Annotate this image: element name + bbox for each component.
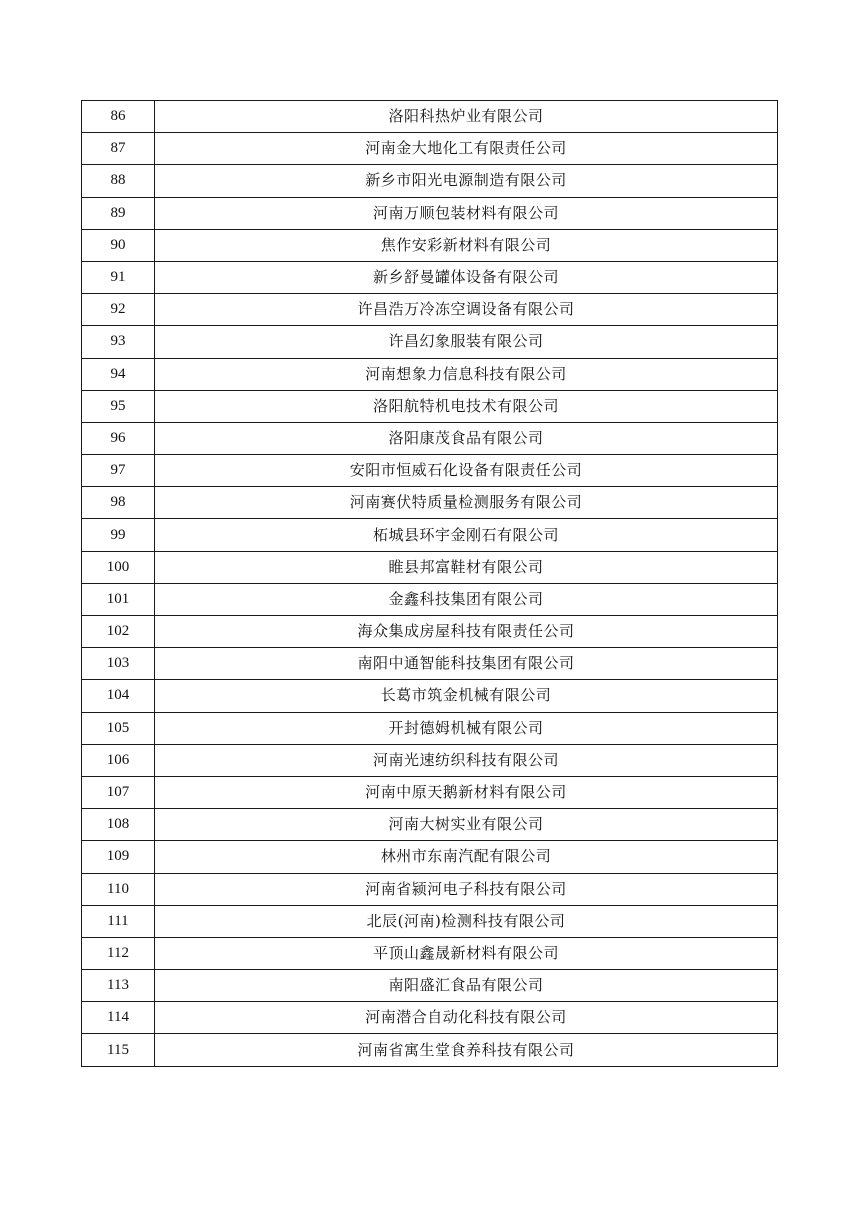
company-name: 河南想象力信息科技有限公司 (155, 358, 778, 390)
row-number: 108 (82, 809, 155, 841)
table-row (82, 905, 778, 937)
table-row (82, 809, 778, 841)
table-row (82, 487, 778, 519)
company-name: 河南潜合自动化科技有限公司 (155, 1002, 778, 1034)
table-row (82, 165, 778, 197)
table-row (82, 937, 778, 969)
table-row (82, 422, 778, 454)
table-row (82, 776, 778, 808)
company-name: 焦作安彩新材料有限公司 (155, 229, 778, 261)
company-name: 睢县邦富鞋材有限公司 (155, 551, 778, 583)
row-number: 101 (82, 583, 155, 615)
table-row (82, 841, 778, 873)
table-row (82, 455, 778, 487)
row-number: 105 (82, 712, 155, 744)
row-number: 95 (82, 390, 155, 422)
company-name: 新乡市阳光电源制造有限公司 (155, 165, 778, 197)
row-number: 102 (82, 616, 155, 648)
table-row (82, 970, 778, 1002)
row-number: 111 (82, 905, 155, 937)
row-number: 98 (82, 487, 155, 519)
company-list-table (81, 100, 778, 1067)
company-name: 许昌浩万冷冻空调设备有限公司 (155, 294, 778, 326)
table-row (82, 133, 778, 165)
table-row (82, 680, 778, 712)
row-number: 90 (82, 229, 155, 261)
company-name: 河南省寓生堂食养科技有限公司 (155, 1034, 778, 1066)
table-row (82, 1034, 778, 1066)
table-row (82, 229, 778, 261)
row-number: 110 (82, 873, 155, 905)
company-name: 南阳中通智能科技集团有限公司 (155, 648, 778, 680)
table-row (82, 873, 778, 905)
row-number: 99 (82, 519, 155, 551)
table-row (82, 1002, 778, 1034)
row-number: 112 (82, 937, 155, 969)
table-row (82, 648, 778, 680)
table-row (82, 101, 778, 133)
company-name: 开封德姆机械有限公司 (155, 712, 778, 744)
company-name: 林州市东南汽配有限公司 (155, 841, 778, 873)
table-row (82, 616, 778, 648)
row-number: 100 (82, 551, 155, 583)
row-number: 103 (82, 648, 155, 680)
row-number: 96 (82, 422, 155, 454)
row-number: 91 (82, 261, 155, 293)
table-row (82, 551, 778, 583)
row-number: 113 (82, 970, 155, 1002)
row-number: 93 (82, 326, 155, 358)
row-number: 87 (82, 133, 155, 165)
table-row (82, 294, 778, 326)
row-number: 92 (82, 294, 155, 326)
company-name: 河南万顺包装材料有限公司 (155, 197, 778, 229)
row-number: 86 (82, 101, 155, 133)
table-row (82, 519, 778, 551)
row-number: 106 (82, 744, 155, 776)
company-name: 长葛市筑金机械有限公司 (155, 680, 778, 712)
company-name: 洛阳科热炉业有限公司 (155, 101, 778, 133)
company-name: 河南赛伏特质量检测服务有限公司 (155, 487, 778, 519)
company-name: 新乡舒曼罐体设备有限公司 (155, 261, 778, 293)
row-number: 107 (82, 776, 155, 808)
company-name: 南阳盛汇食品有限公司 (155, 970, 778, 1002)
company-name: 河南省颍河电子科技有限公司 (155, 873, 778, 905)
table-row (82, 583, 778, 615)
row-number: 94 (82, 358, 155, 390)
company-name: 海众集成房屋科技有限责任公司 (155, 616, 778, 648)
table-row (82, 358, 778, 390)
table-body (82, 101, 778, 1067)
company-name: 北辰(河南)检测科技有限公司 (155, 905, 778, 937)
company-name: 洛阳康茂食品有限公司 (155, 422, 778, 454)
row-number: 104 (82, 680, 155, 712)
row-number: 115 (82, 1034, 155, 1066)
table-row (82, 744, 778, 776)
company-name: 河南金大地化工有限责任公司 (155, 133, 778, 165)
row-number: 88 (82, 165, 155, 197)
company-name: 安阳市恒威石化设备有限责任公司 (155, 455, 778, 487)
company-name: 许昌幻象服装有限公司 (155, 326, 778, 358)
company-name: 平顶山鑫晟新材料有限公司 (155, 937, 778, 969)
company-name: 河南中原天鹅新材料有限公司 (155, 776, 778, 808)
row-number: 89 (82, 197, 155, 229)
company-name: 金鑫科技集团有限公司 (155, 583, 778, 615)
company-name: 河南大树实业有限公司 (155, 809, 778, 841)
table-row (82, 712, 778, 744)
row-number: 114 (82, 1002, 155, 1034)
row-number: 109 (82, 841, 155, 873)
company-name: 柘城县环宇金刚石有限公司 (155, 519, 778, 551)
company-name: 河南光速纺织科技有限公司 (155, 744, 778, 776)
table-row (82, 197, 778, 229)
company-name: 洛阳航特机电技术有限公司 (155, 390, 778, 422)
table-row (82, 326, 778, 358)
table-row (82, 390, 778, 422)
table-row (82, 261, 778, 293)
row-number: 97 (82, 455, 155, 487)
